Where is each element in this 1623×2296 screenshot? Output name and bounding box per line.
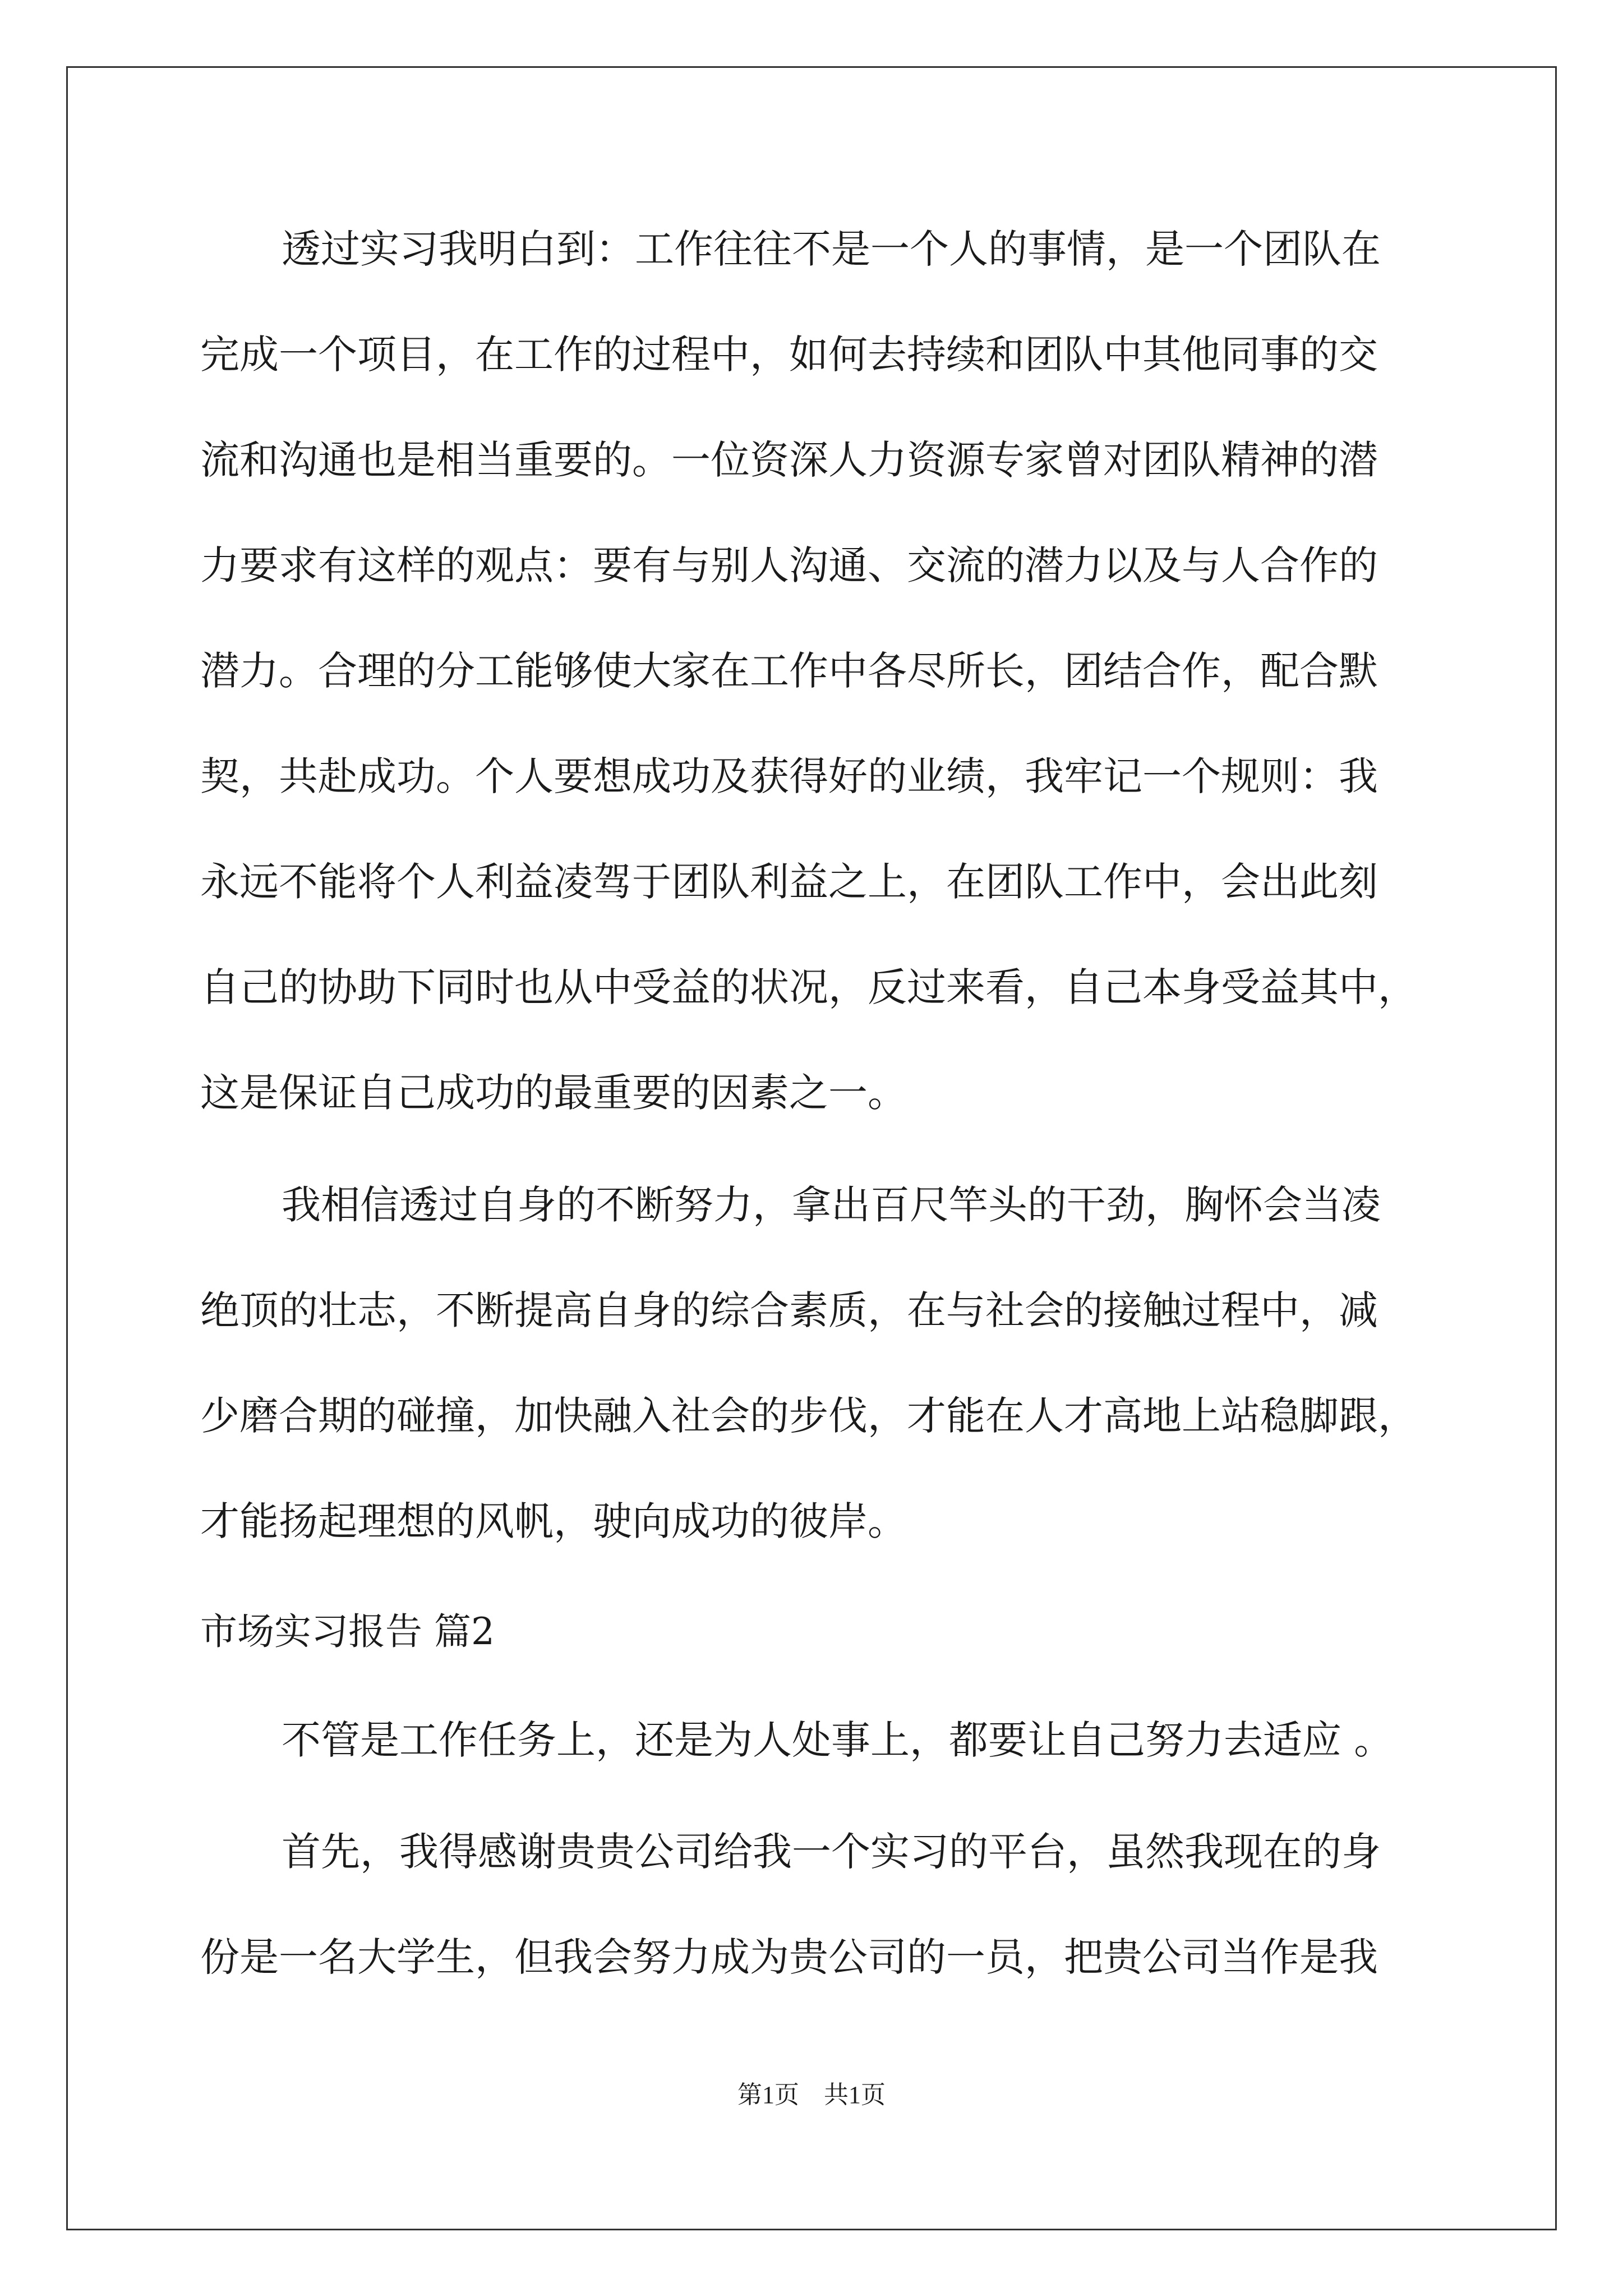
paragraph-4-line-2: 份是一名大学生，但我会努力成为贵公司的一员，把贵公司当作是我 [200, 1934, 1378, 1980]
paragraph-1-line-5: 潜力。合理的分工能够使大家在工作中各尽所长，团结合作，配合默 [200, 648, 1378, 694]
paragraph-3-line-1: 不管是工作任务上，还是为人处事上，都要让自己努力去适应 。 [282, 1717, 1394, 1763]
paragraph-1-line-8: 自己的协助下同时也从中受益的状况，反过来看，自己本身受益其中， [200, 964, 1417, 1010]
paragraph-2-line-3: 少磨合期的碰撞，加快融入社会的步伐，才能在人才高地上站稳脚跟， [200, 1393, 1417, 1439]
paragraph-1-line-1: 透过实习我明白到：工作往往不是一个人的事情，是一个团队在 [282, 226, 1381, 272]
paragraph-1-line-2: 完成一个项目，在工作的过程中，如何去持续和团队中其他同事的交 [200, 332, 1378, 378]
paragraph-4-line-1: 首先，我得感谢贵贵公司给我一个实习的平台，虽然我现在的身 [282, 1829, 1381, 1875]
paragraph-1-line-7: 永远不能将个人利益凌驾于团队利益之上，在团队工作中，会出此刻 [200, 859, 1378, 905]
paragraph-1-line-6: 契，共赴成功。个人要想成功及获得好的业绩，我牢记一个规则：我 [200, 753, 1378, 799]
page-footer: 第1页 共1页 [737, 2081, 886, 2109]
paragraph-1-line-4: 力要求有这样的观点：要有与别人沟通、交流的潜力以及与人合作的 [200, 542, 1378, 588]
paragraph-2-line-2: 绝顶的壮志，不断提高自身的综合素质，在与社会的接触过程中，减 [200, 1287, 1378, 1333]
paragraph-2-line-1: 我相信透过自身的不断努力，拿出百尺竿头的干劲，胸怀会当凌 [282, 1182, 1381, 1228]
paragraph-1-line-9: 这是保证自己成功的最重要的因素之一。 [200, 1070, 907, 1116]
section-heading: 市场实习报告 篇2 [200, 1610, 495, 1653]
paragraph-2-line-4: 才能扬起理想的风帆，驶向成功的彼岸。 [200, 1498, 907, 1544]
paragraph-1-line-3: 流和沟通也是相当重要的。一位资深人力资源专家曾对团队精神的潜 [200, 437, 1378, 483]
page-border [66, 66, 1557, 2230]
